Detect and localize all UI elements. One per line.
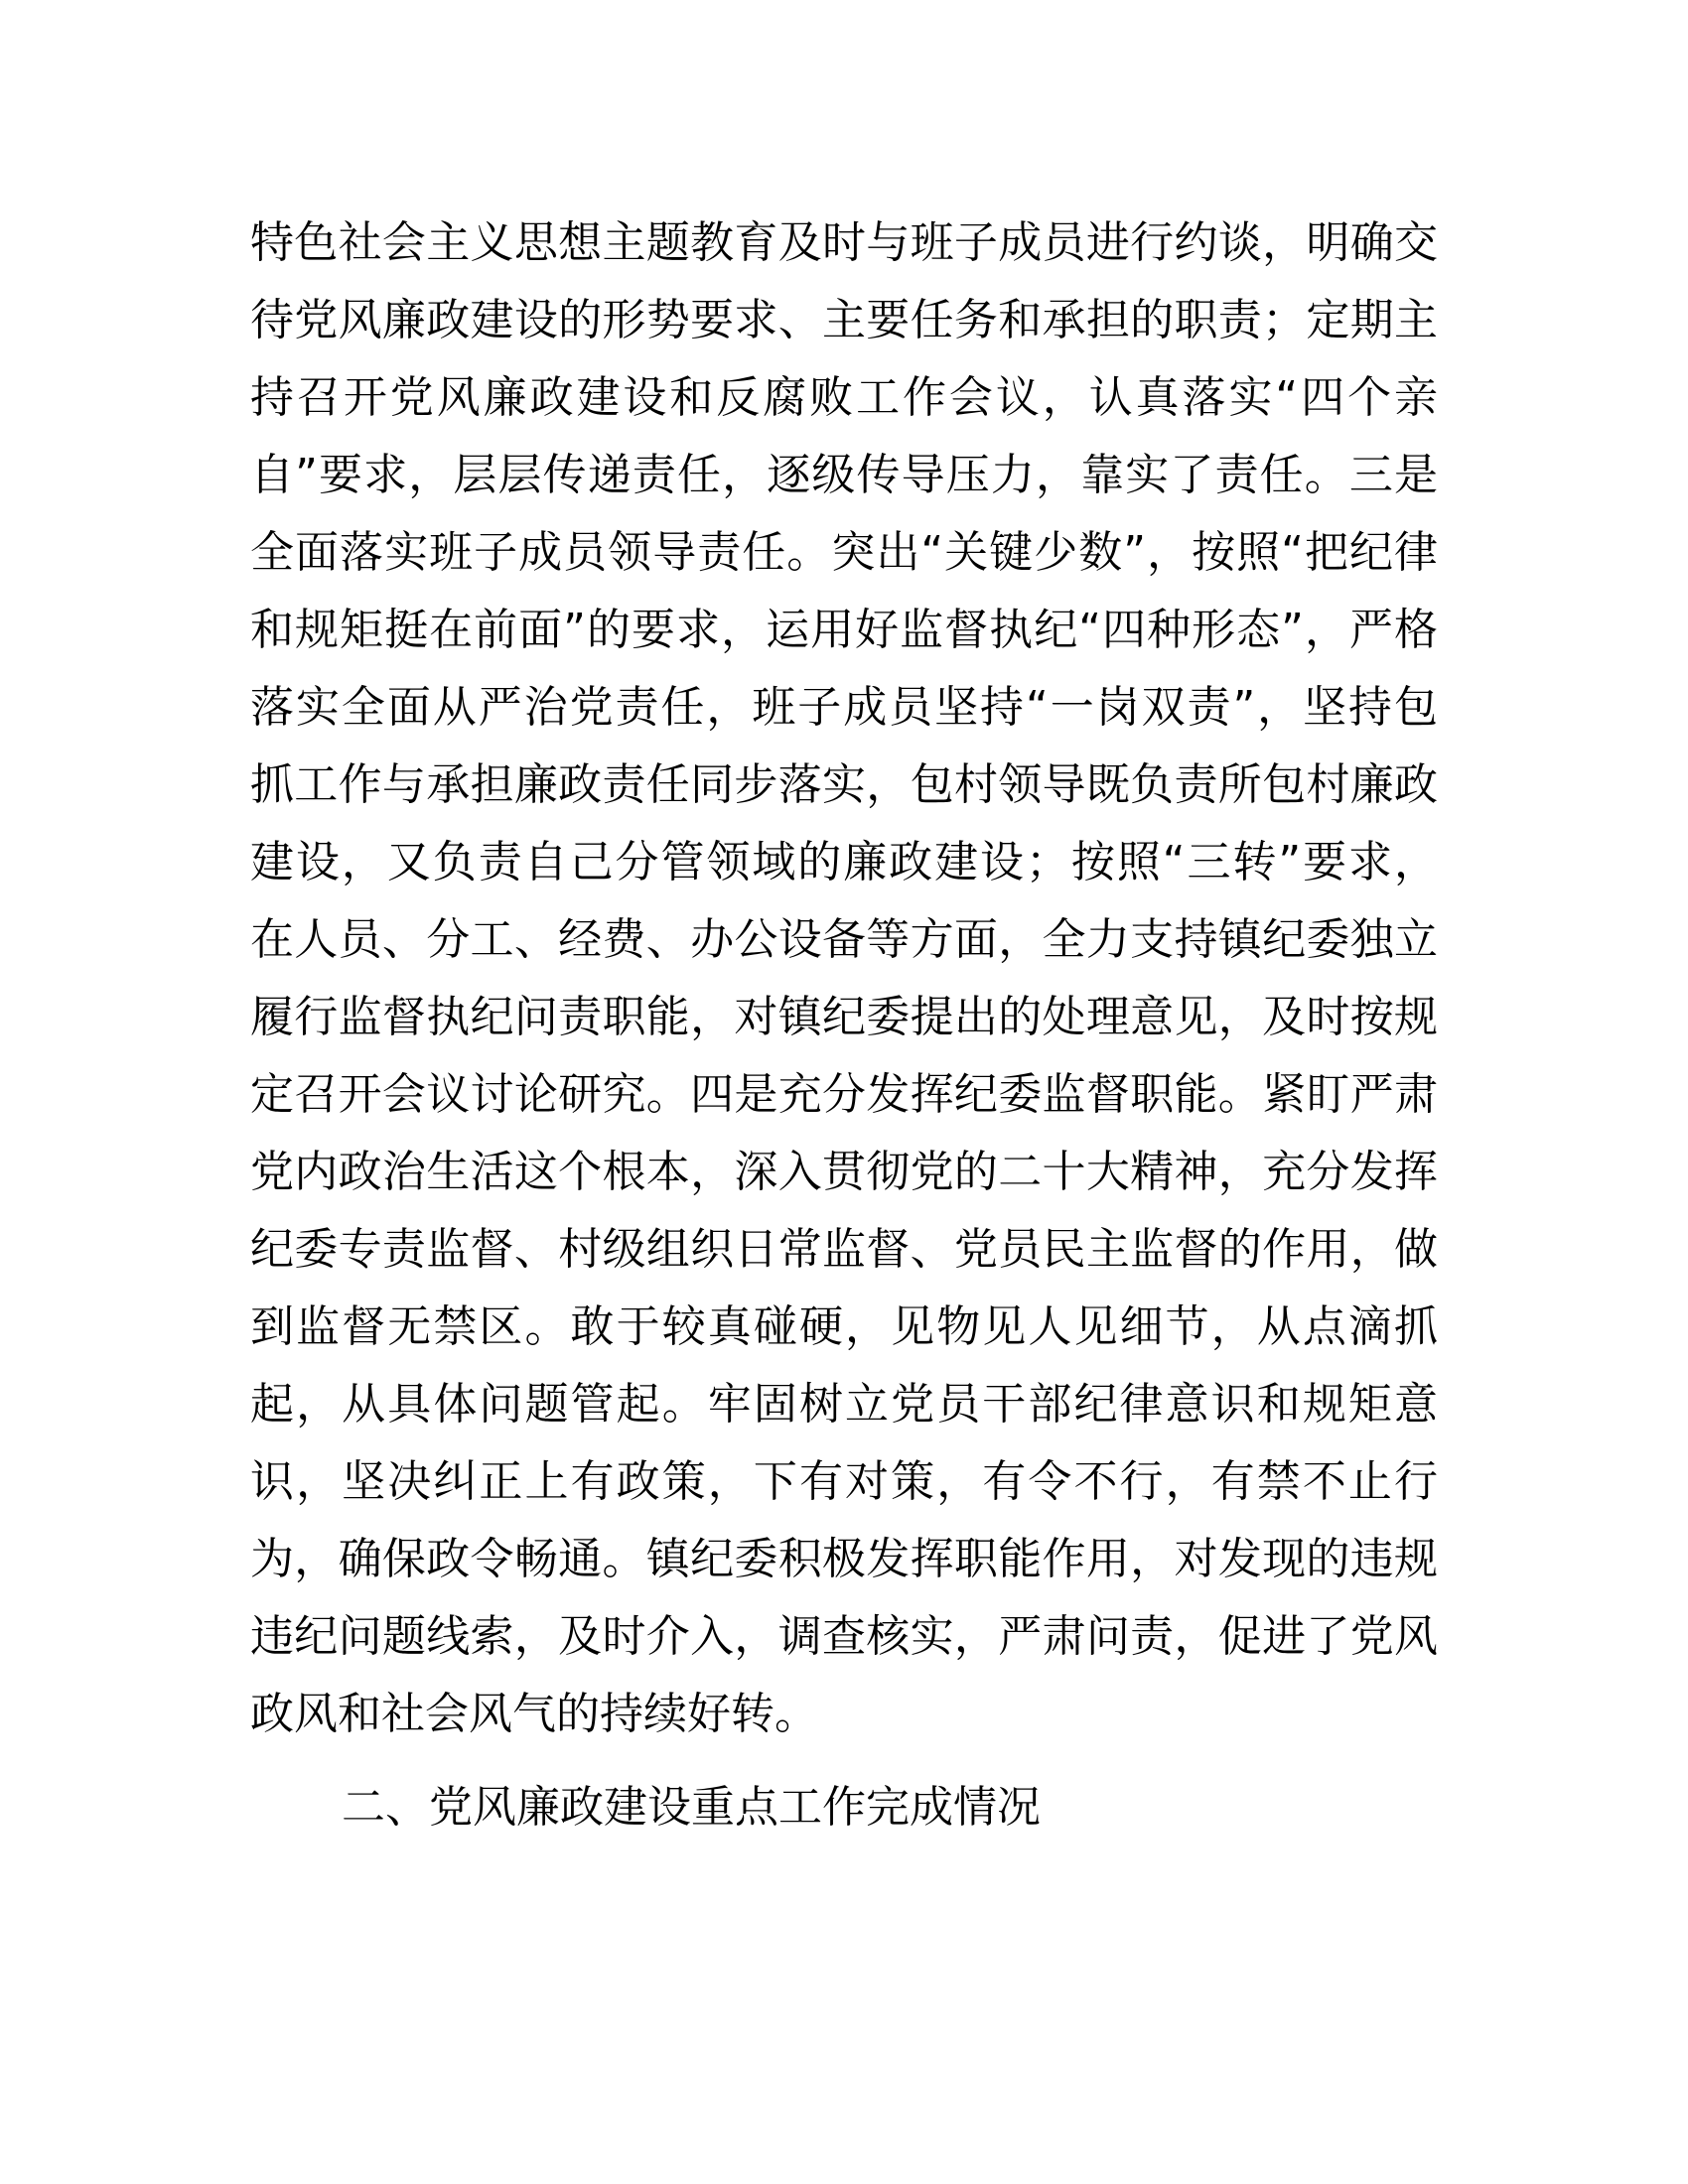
paragraph-line: 自”要求，层层传递责任，逐级传导压力，靠实了责任。三是 [250, 450, 1438, 500]
paragraph-line: 为，确保政令畅通。镇纪委积极发挥职能作用，对发现的违规 [250, 1534, 1438, 1584]
paragraph-line: 定召开会议讨论研究。四是充分发挥纪委监督职能。紧盯严肃 [250, 1069, 1438, 1120]
paragraph-line: 纪委专责监督、村级组织日常监督、党员民主监督的作用，做 [250, 1224, 1438, 1275]
paragraph-line: 违纪问题线索，及时介入，调查核实，严肃问责，促进了党风 [250, 1611, 1438, 1662]
paragraph-line: 待党风廉政建设的形势要求、主要任务和承担的职责；定期主 [250, 295, 1438, 345]
paragraph-line: 建设，又负责自己分管领域的廉政建设；按照“三转”要求， [250, 837, 1438, 887]
paragraph-line: 在人员、分工、经费、办公设备等方面，全力支持镇纪委独立 [250, 914, 1438, 965]
paragraph-line: 抓工作与承担廉政责任同步落实，包村领导既负责所包村廉政 [250, 759, 1438, 810]
paragraph-line: 识，坚决纠正上有政策，下有对策，有令不行，有禁不止行 [250, 1456, 1438, 1507]
paragraph-line: 特色社会主义思想主题教育及时与班子成员进行约谈，明确交 [250, 217, 1438, 268]
paragraph-line: 履行监督执纪问责职能，对镇纪委提出的处理意见，及时按规 [250, 992, 1438, 1042]
paragraph-line: 落实全面从严治党责任，班子成员坚持“一岗双责”，坚持包 [250, 682, 1438, 733]
paragraph-line: 党内政治生活这个根本，深入贯彻党的二十大精神，充分发挥 [250, 1147, 1438, 1197]
paragraph-line: 和规矩挺在前面”的要求，运用好监督执纪“四种形态”，严格 [250, 605, 1438, 655]
body-paragraph [250, 205, 1438, 1753]
paragraph-line: 持召开党风廉政建设和反腐败工作会议，认真落实“四个亲 [250, 372, 1438, 423]
paragraph-line: 起，从具体问题管起。牢固树立党员干部纪律意识和规矩意 [250, 1379, 1438, 1430]
section-heading: 二、党风廉政建设重点工作完成情况 [342, 1782, 1041, 1833]
paragraph-line: 到监督无禁区。敢于较真碰硬，见物见人见细节，从点滴抓 [250, 1301, 1438, 1352]
paragraph-line-last: 政风和社会风气的持续好转。 [250, 1689, 818, 1739]
paragraph-line: 全面落实班子成员领导责任。突出“关键少数”，按照“把纪律 [250, 527, 1438, 578]
